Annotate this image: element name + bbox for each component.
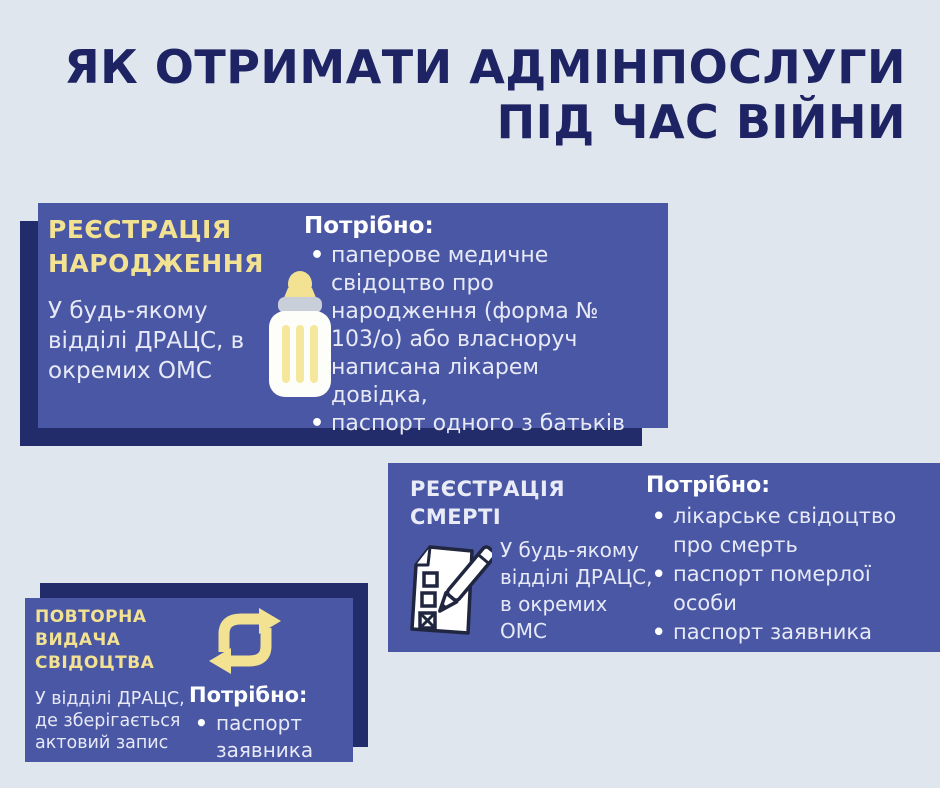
reissue-card-title: ПОВТОРНА ВИДАЧА СВІДОЦТВА xyxy=(35,607,155,673)
death-card-requirements xyxy=(646,473,918,647)
death-card-where: У будь-якому відділі ДРАЦС, в окремих ОМС xyxy=(500,538,653,643)
card-death-registration xyxy=(388,463,940,652)
reissue-requirements-list xyxy=(189,710,331,764)
birth-card-where: У будь-якому відділі ДРАЦС, в окремих ОМС xyxy=(48,298,245,384)
repeat-arrows-icon xyxy=(201,606,289,676)
birth-requirements-list xyxy=(304,242,634,438)
list-item: • паспорт заявника xyxy=(646,618,908,647)
page-title-line1: ЯК ОТРИМАТИ АДМІНПОСЛУГИ xyxy=(64,40,906,94)
list-item: • паспорт одного з батьків xyxy=(304,410,634,438)
list-item: • паспорт заявника xyxy=(189,710,331,764)
death-needed-label: Потрібно: xyxy=(646,473,771,498)
list-item: • паперове медичне свідоцтво про народження (форма № 103/о) або власноруч написана лікарем довідка, xyxy=(304,242,634,410)
reissue-card-where: У відділі ДРАЦС, де зберігається актовий запис xyxy=(35,689,185,753)
birth-card-requirements xyxy=(304,213,649,438)
card-certificate-reissue xyxy=(25,598,353,762)
reissue-needed-label: Потрібно: xyxy=(189,683,308,707)
list-item: • паспорт померлої особи xyxy=(646,560,908,618)
death-certificate-icon xyxy=(402,541,492,641)
page-title xyxy=(64,40,906,150)
list-item: • лікарське свідоцтво про смерть xyxy=(646,502,908,560)
card-birth-registration xyxy=(38,203,668,436)
birth-needed-label: Потрібно: xyxy=(304,213,434,239)
death-card-title: РЕЄСТРАЦІЯ СМЕРТІ xyxy=(410,477,565,529)
birth-card-title: РЕЄСТРАЦІЯ НАРОДЖЕННЯ xyxy=(48,215,264,278)
death-requirements-list xyxy=(646,502,908,647)
page-title-line2: ПІД ЧАС ВІЙНИ xyxy=(496,95,906,150)
